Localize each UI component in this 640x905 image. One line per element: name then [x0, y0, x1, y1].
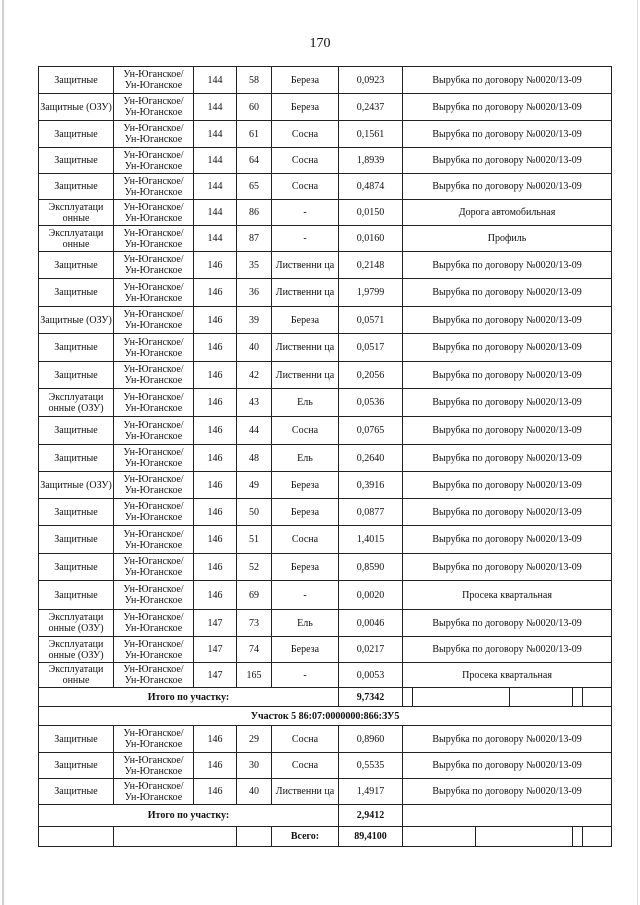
grand-total-value: 89,4100: [339, 827, 403, 847]
plot-cell: 35: [237, 252, 272, 279]
region-cell: Ун-Юганское/ Ун-Юганское: [114, 753, 194, 779]
section-a-rows: [39, 67, 612, 688]
plot-cell: 44: [237, 417, 272, 445]
table-row: [39, 226, 612, 252]
area-cell: 0,0160: [339, 226, 403, 252]
purpose-cell: Вырубка по договору №0020/13-09: [403, 610, 612, 637]
quarter-cell: 144: [194, 174, 237, 200]
purpose-cell: Вырубка по договору №0020/13-09: [403, 753, 612, 779]
table-row: [39, 637, 612, 663]
area-cell: 0,0571: [339, 307, 403, 334]
area-cell: 0,0046: [339, 610, 403, 637]
purpose-cell: Просека квартальная: [403, 581, 612, 610]
quarter-cell: 146: [194, 445, 237, 472]
area-cell: 0,0217: [339, 637, 403, 663]
region-cell: Ун-Юганское/ Ун-Юганское: [114, 252, 194, 279]
category-cell: Защитные: [39, 67, 114, 94]
region-cell: Ун-Юганское/ Ун-Юганское: [114, 226, 194, 252]
category-cell: Защитные: [39, 445, 114, 472]
plot-cell: 29: [237, 726, 272, 753]
section-b-rows: [39, 726, 612, 805]
species-cell: Сосна: [272, 753, 339, 779]
region-cell: Ун-Юганское/ Ун-Юганское: [114, 389, 194, 417]
section-a-subtotal: [39, 688, 612, 726]
plot-cell: 64: [237, 148, 272, 174]
category-cell: Эксплуатаци онные (ОЗУ): [39, 637, 114, 663]
plot-cell: 165: [237, 663, 272, 688]
quarter-cell: 146: [194, 753, 237, 779]
plot-cell: 69: [237, 581, 272, 610]
quarter-cell: 144: [194, 121, 237, 148]
category-cell: Защитные (ОЗУ): [39, 94, 114, 121]
table-row: [39, 663, 612, 688]
purpose-cell: Вырубка по договору №0020/13-09: [403, 526, 612, 554]
purpose-cell: Вырубка по договору №0020/13-09: [403, 499, 612, 526]
purpose-cell: Вырубка по договору №0020/13-09: [403, 417, 612, 445]
species-cell: Сосна: [272, 417, 339, 445]
plot-cell: 51: [237, 526, 272, 554]
quarter-cell: 144: [194, 94, 237, 121]
area-cell: 0,2437: [339, 94, 403, 121]
plot-cell: 73: [237, 610, 272, 637]
area-cell: 0,2640: [339, 445, 403, 472]
category-cell: Защитные: [39, 121, 114, 148]
plot-cell: 48: [237, 445, 272, 472]
category-cell: Защитные: [39, 148, 114, 174]
category-cell: Защитные (ОЗУ): [39, 307, 114, 334]
purpose-cell: Вырубка по договору №0020/13-09: [403, 252, 612, 279]
species-cell: -: [272, 663, 339, 688]
table-row: [39, 581, 612, 610]
species-cell: -: [272, 200, 339, 226]
grand-total-label: Всего:: [272, 827, 339, 847]
area-cell: 0,4874: [339, 174, 403, 200]
subtotal-value: 2,9412: [339, 805, 403, 827]
category-cell: Защитные: [39, 726, 114, 753]
table-row: [39, 362, 612, 389]
category-cell: Эксплуатаци онные (ОЗУ): [39, 610, 114, 637]
quarter-cell: 146: [194, 554, 237, 581]
quarter-cell: 144: [194, 200, 237, 226]
plot-cell: 30: [237, 753, 272, 779]
purpose-cell: Профиль: [403, 226, 612, 252]
quarter-cell: 146: [194, 334, 237, 362]
area-cell: 0,1561: [339, 121, 403, 148]
species-cell: Сосна: [272, 148, 339, 174]
purpose-cell: Вырубка по договору №0020/13-09: [403, 94, 612, 121]
category-cell: Защитные: [39, 581, 114, 610]
region-cell: Ун-Юганское/ Ун-Юганское: [114, 362, 194, 389]
category-cell: Защитные: [39, 526, 114, 554]
plot-cell: 40: [237, 334, 272, 362]
subtotal-label: Итого по участку:: [39, 688, 339, 707]
purpose-cell: Вырубка по договору №0020/13-09: [403, 67, 612, 94]
table-row: [39, 526, 612, 554]
area-cell: 0,0923: [339, 67, 403, 94]
table-row: [39, 472, 612, 499]
plot-cell: 43: [237, 389, 272, 417]
area-cell: 0,0536: [339, 389, 403, 417]
category-cell: Эксплуатаци онные: [39, 663, 114, 688]
subtotal-row: [39, 688, 612, 707]
region-cell: Ун-Юганское/ Ун-Юганское: [114, 307, 194, 334]
region-cell: Ун-Юганское/ Ун-Юганское: [114, 610, 194, 637]
quarter-cell: 146: [194, 417, 237, 445]
category-cell: Эксплуатаци онные: [39, 226, 114, 252]
category-cell: Защитные: [39, 252, 114, 279]
category-cell: Защитные: [39, 174, 114, 200]
area-cell: 0,0765: [339, 417, 403, 445]
area-cell: 0,0020: [339, 581, 403, 610]
area-cell: 0,0877: [339, 499, 403, 526]
category-cell: Защитные (ОЗУ): [39, 472, 114, 499]
table-row: [39, 610, 612, 637]
category-cell: Защитные: [39, 334, 114, 362]
species-cell: -: [272, 581, 339, 610]
plot-cell: 36: [237, 279, 272, 307]
quarter-cell: 144: [194, 226, 237, 252]
quarter-cell: 146: [194, 499, 237, 526]
species-cell: -: [272, 226, 339, 252]
region-cell: Ун-Юганское/ Ун-Юганское: [114, 581, 194, 610]
quarter-cell: 146: [194, 779, 237, 805]
quarter-cell: 144: [194, 148, 237, 174]
species-cell: Сосна: [272, 121, 339, 148]
region-cell: Ун-Юганское/ Ун-Юганское: [114, 148, 194, 174]
region-cell: Ун-Юганское/ Ун-Юганское: [114, 279, 194, 307]
area-cell: 0,5535: [339, 753, 403, 779]
purpose-cell: Вырубка по договору №0020/13-09: [403, 389, 612, 417]
species-cell: Береза: [272, 94, 339, 121]
plot-cell: 49: [237, 472, 272, 499]
region-cell: Ун-Юганское/ Ун-Юганское: [114, 445, 194, 472]
species-cell: Лиственни ца: [272, 362, 339, 389]
plot-cell: 39: [237, 307, 272, 334]
region-cell: Ун-Юганское/ Ун-Юганское: [114, 67, 194, 94]
species-cell: Береза: [272, 499, 339, 526]
grand-total-row: [39, 827, 612, 847]
purpose-cell: Вырубка по договору №0020/13-09: [403, 554, 612, 581]
section-heading: Участок 5 86:07:0000000:866:ЗУ5: [39, 707, 612, 726]
quarter-cell: 147: [194, 610, 237, 637]
plot-cell: 87: [237, 226, 272, 252]
category-cell: Защитные: [39, 554, 114, 581]
region-cell: Ун-Юганское/ Ун-Юганское: [114, 526, 194, 554]
quarter-cell: 146: [194, 726, 237, 753]
table-row: [39, 726, 612, 753]
table-row: [39, 499, 612, 526]
category-cell: Защитные: [39, 279, 114, 307]
subtotal-value: 9,7342: [339, 688, 403, 707]
area-cell: 0,0150: [339, 200, 403, 226]
area-cell: 1,4917: [339, 779, 403, 805]
purpose-cell: Вырубка по договору №0020/13-09: [403, 334, 612, 362]
table-row: [39, 252, 612, 279]
scan-edge-right: [637, 0, 638, 905]
purpose-cell: Вырубка по договору №0020/13-09: [403, 445, 612, 472]
species-cell: Лиственни ца: [272, 252, 339, 279]
species-cell: Береза: [272, 472, 339, 499]
species-cell: Береза: [272, 637, 339, 663]
quarter-cell: 144: [194, 67, 237, 94]
quarter-cell: 146: [194, 307, 237, 334]
purpose-cell: Дорога автомобильная: [403, 200, 612, 226]
area-cell: 0,3916: [339, 472, 403, 499]
category-cell: Защитные: [39, 499, 114, 526]
scan-edge-left: [2, 0, 4, 905]
table-row: [39, 389, 612, 417]
species-cell: Ель: [272, 610, 339, 637]
region-cell: Ун-Юганское/ Ун-Юганское: [114, 200, 194, 226]
species-cell: Ель: [272, 445, 339, 472]
table-row: [39, 200, 612, 226]
quarter-cell: 146: [194, 526, 237, 554]
purpose-cell: Вырубка по договору №0020/13-09: [403, 637, 612, 663]
quarter-cell: 146: [194, 472, 237, 499]
region-cell: Ун-Юганское/ Ун-Юганское: [114, 663, 194, 688]
species-cell: Ель: [272, 389, 339, 417]
subtotal-row: [39, 805, 612, 827]
area-cell: 0,8590: [339, 554, 403, 581]
species-cell: Береза: [272, 307, 339, 334]
table-row: [39, 307, 612, 334]
region-cell: Ун-Юганское/ Ун-Юганское: [114, 94, 194, 121]
area-cell: 0,0517: [339, 334, 403, 362]
quarter-cell: 146: [194, 581, 237, 610]
table-row: [39, 417, 612, 445]
purpose-cell: Вырубка по договору №0020/13-09: [403, 174, 612, 200]
plot-cell: 74: [237, 637, 272, 663]
region-cell: Ун-Юганское/ Ун-Юганское: [114, 726, 194, 753]
area-cell: 1,9799: [339, 279, 403, 307]
plot-cell: 50: [237, 499, 272, 526]
plot-cell: 40: [237, 779, 272, 805]
table-row: [39, 94, 612, 121]
purpose-cell: Вырубка по договору №0020/13-09: [403, 779, 612, 805]
region-cell: Ун-Юганское/ Ун-Юганское: [114, 499, 194, 526]
species-cell: Сосна: [272, 726, 339, 753]
totals: [39, 805, 612, 847]
area-cell: 0,8960: [339, 726, 403, 753]
region-cell: Ун-Юганское/ Ун-Юганское: [114, 121, 194, 148]
region-cell: Ун-Юганское/ Ун-Юганское: [114, 417, 194, 445]
region-cell: Ун-Юганское/ Ун-Юганское: [114, 554, 194, 581]
page-number: 170: [309, 36, 331, 51]
quarter-cell: 146: [194, 362, 237, 389]
area-cell: 0,2056: [339, 362, 403, 389]
plot-cell: 52: [237, 554, 272, 581]
category-cell: Защитные: [39, 362, 114, 389]
plot-cell: 60: [237, 94, 272, 121]
region-cell: Ун-Юганское/ Ун-Юганское: [114, 779, 194, 805]
species-cell: Сосна: [272, 174, 339, 200]
plot-cell: 58: [237, 67, 272, 94]
table-row: [39, 334, 612, 362]
region-cell: Ун-Юганское/ Ун-Юганское: [114, 334, 194, 362]
species-cell: Лиственни ца: [272, 279, 339, 307]
region-cell: Ун-Юганское/ Ун-Юганское: [114, 174, 194, 200]
table-row: [39, 753, 612, 779]
purpose-cell: Вырубка по договору №0020/13-09: [403, 726, 612, 753]
quarter-cell: 147: [194, 663, 237, 688]
plot-cell: 42: [237, 362, 272, 389]
species-cell: Береза: [272, 554, 339, 581]
area-cell: 1,8939: [339, 148, 403, 174]
table-row: [39, 554, 612, 581]
section-heading-row: [39, 707, 612, 726]
purpose-cell: Вырубка по договору №0020/13-09: [403, 121, 612, 148]
purpose-cell: Вырубка по договору №0020/13-09: [403, 362, 612, 389]
quarter-cell: 146: [194, 279, 237, 307]
category-cell: Эксплуатаци онные: [39, 200, 114, 226]
species-cell: Лиственни ца: [272, 334, 339, 362]
area-cell: 0,0053: [339, 663, 403, 688]
forest-plots-table: [38, 66, 612, 847]
area-cell: 1,4015: [339, 526, 403, 554]
region-cell: Ун-Юганское/ Ун-Юганское: [114, 472, 194, 499]
quarter-cell: 146: [194, 389, 237, 417]
purpose-cell: Вырубка по договору №0020/13-09: [403, 307, 612, 334]
plot-cell: 86: [237, 200, 272, 226]
purpose-cell: Вырубка по договору №0020/13-09: [403, 472, 612, 499]
area-cell: 0,2148: [339, 252, 403, 279]
table-row: [39, 279, 612, 307]
region-cell: Ун-Юганское/ Ун-Юганское: [114, 637, 194, 663]
plot-cell: 65: [237, 174, 272, 200]
quarter-cell: 146: [194, 252, 237, 279]
table-row: [39, 779, 612, 805]
plot-cell: 61: [237, 121, 272, 148]
species-cell: Сосна: [272, 526, 339, 554]
table-row: [39, 174, 612, 200]
table-row: [39, 148, 612, 174]
purpose-cell: Вырубка по договору №0020/13-09: [403, 279, 612, 307]
category-cell: Эксплуатаци онные (ОЗУ): [39, 389, 114, 417]
category-cell: Защитные: [39, 779, 114, 805]
table-row: [39, 67, 612, 94]
quarter-cell: 147: [194, 637, 237, 663]
category-cell: Защитные: [39, 417, 114, 445]
purpose-cell: Просека квартальная: [403, 663, 612, 688]
subtotal-label: Итого по участку:: [39, 805, 339, 827]
species-cell: Береза: [272, 67, 339, 94]
category-cell: Защитные: [39, 753, 114, 779]
table-row: [39, 445, 612, 472]
purpose-cell: Вырубка по договору №0020/13-09: [403, 148, 612, 174]
table-row: [39, 121, 612, 148]
species-cell: Лиственни ца: [272, 779, 339, 805]
